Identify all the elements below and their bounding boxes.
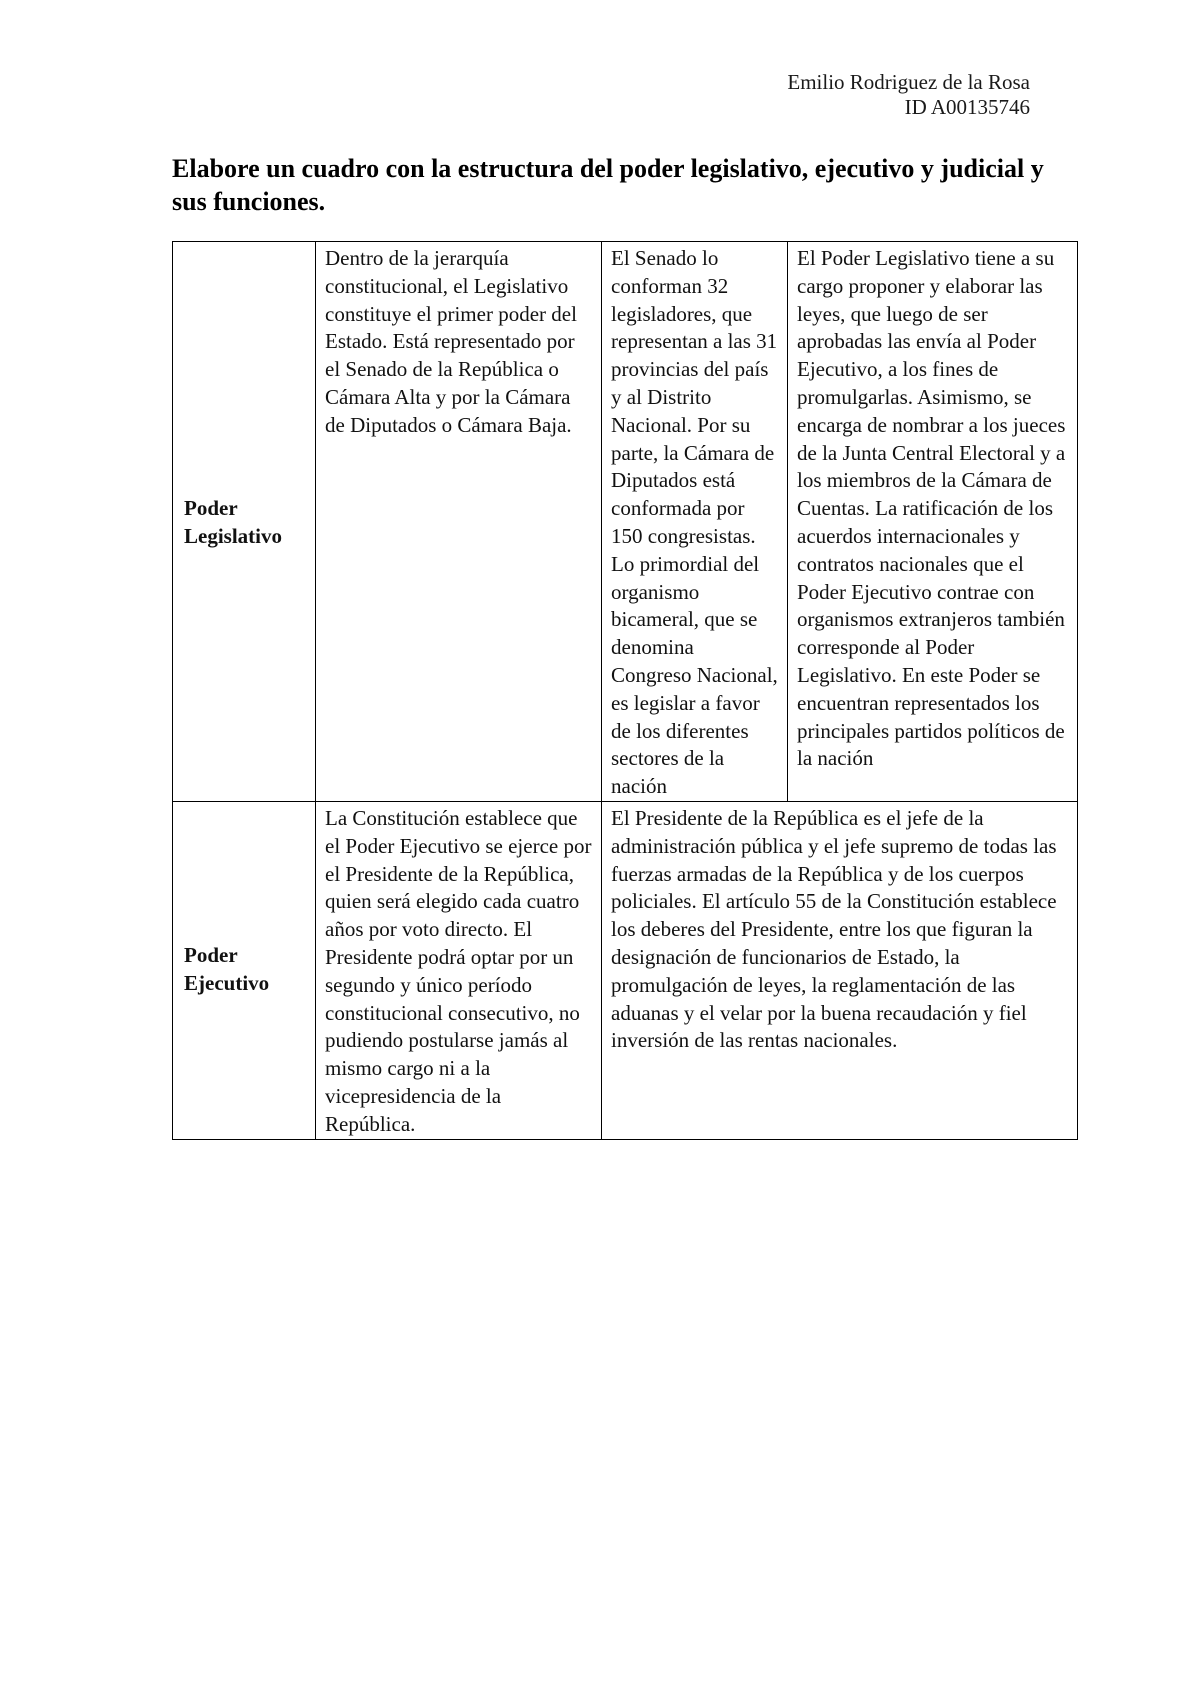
- author-name: Emilio Rodriguez de la Rosa: [787, 70, 1030, 94]
- author-header: [787, 70, 1030, 120]
- student-id: ID A00135746: [904, 95, 1030, 119]
- table-row-ejecutivo: [173, 801, 1078, 1139]
- row-label-ejecutivo: Poder Ejecutivo: [173, 801, 316, 1139]
- ejecutivo-functions-cell: El Presidente de la República es el jefe de la administración pública y el jefe supremo de todas las fuerzas armadas de la República y de los cuerpos policiales. El artículo 55 de la Constitución establece los deberes del Presidente, entre los que figuran la designación de funcionarios de Estado, la promulgación de leyes, la reglamentación de las aduanas y el velar por la buena recaudación y fiel inversión de las rentas nacionales.: [602, 801, 1078, 1139]
- powers-table: [172, 241, 1078, 1140]
- legislativo-composition-cell: El Senado lo conforman 32 legisladores, que representan a las 31 provincias del país y al Distrito Nacional. Por su parte, la Cámara de Diputados está conformada por 150 congresistas. Lo primordial del organismo bicameral, que se denomina Congreso Nacional, es legislar a favor de los diferentes sectores de la nación: [602, 242, 788, 802]
- assignment-title: Elabore un cuadro con la estructura del poder legislativo, ejecutivo y judicial y sus funciones.: [172, 154, 1044, 216]
- legislativo-structure-cell: Dentro de la jerarquía constitucional, el Legislativo constituye el primer poder del Estado. Está representado por el Senado de la República o Cámara Alta y por la Cámara de Diputados o Cámara Baja.: [316, 242, 602, 802]
- table-row-legislativo: [173, 242, 1078, 802]
- legislativo-functions-cell: El Poder Legislativo tiene a su cargo proponer y elaborar las leyes, que luego de ser aprobadas las envía al Poder Ejecutivo, a los fines de promulgarlas. Asimismo, se encarga de nombrar a los jueces de la Junta Central Electoral y a los miembros de la Cámara de Cuentas. La ratificación de los acuerdos internacionales y contratos nacionales que el Poder Ejecutivo contrae con organismos extranjeros también corresponde al Poder Legislativo. En este Poder se encuentran representados los principales partidos políticos de la nación: [788, 242, 1078, 802]
- ejecutivo-structure-cell: La Constitución establece que el Poder Ejecutivo se ejerce por el Presidente de la República, quien será elegido cada cuatro años por voto directo. El Presidente podrá optar por un segundo y único período constitucional consecutivo, no pudiendo postularse jamás al mismo cargo ni a la vicepresidencia de la República.: [316, 801, 602, 1139]
- row-label-legislativo: Poder Legislativo: [173, 242, 316, 802]
